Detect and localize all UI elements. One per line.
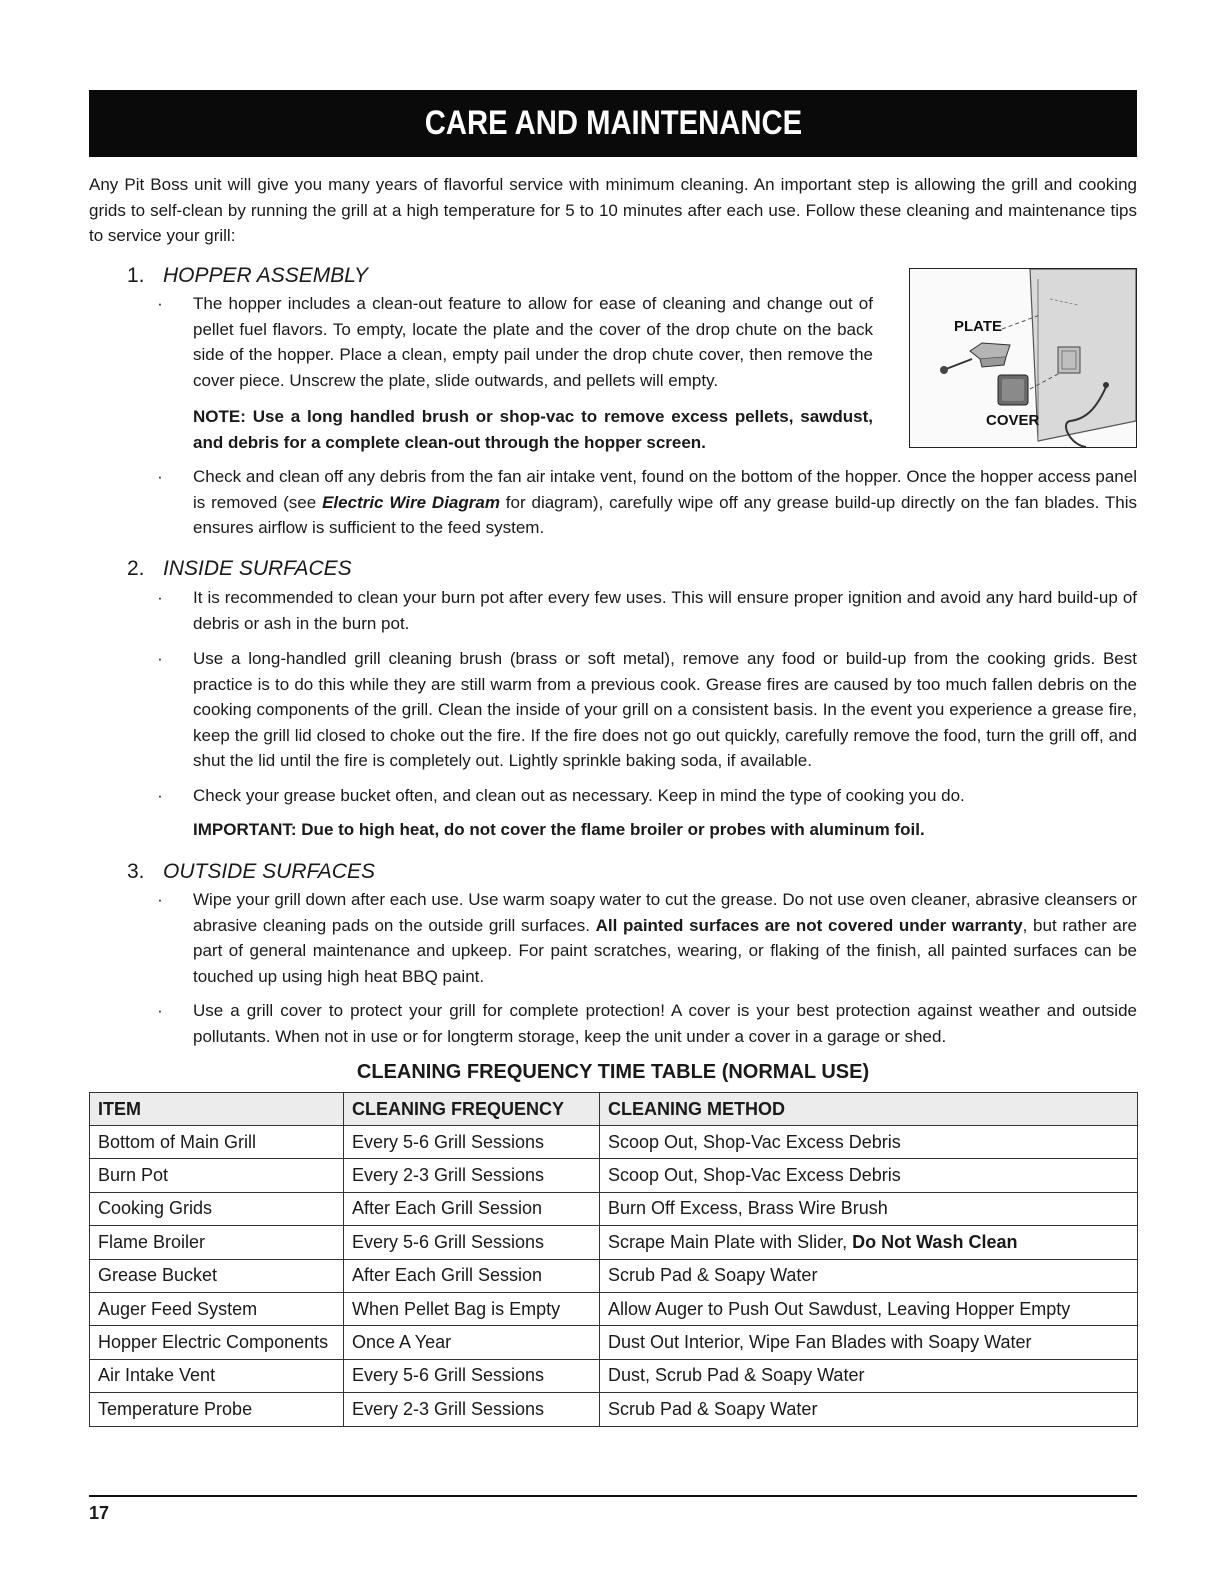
outside-bullet-2	[157, 998, 1137, 1049]
footer-divider	[89, 1495, 1137, 1497]
bullet-text: The hopper includes a clean-out feature to allow for ease of cleaning and change out of pellet fuel flavors. To empty, locate the plate and the cover of the drop chute on the back side of the hopper. Place a clean, empty pail under the drop chute cover, then remove the cover piece. Unscrew the plate, slide outwards, and pellets will empty.	[193, 294, 873, 390]
item-cell: Air Intake Vent	[90, 1359, 344, 1392]
frequency-cell: Every 2-3 Grill Sessions	[344, 1393, 600, 1426]
section-title: HOPPER ASSEMBLY	[163, 264, 369, 287]
section-hopper-assembly	[127, 264, 368, 288]
method-cell: Burn Off Excess, Brass Wire Brush	[600, 1192, 1138, 1225]
header-frequency: CLEANING FREQUENCY	[344, 1093, 600, 1126]
method-cell: Scoop Out, Shop-Vac Excess Debris	[600, 1126, 1138, 1159]
method-cell: Scoop Out, Shop-Vac Excess Debris	[600, 1159, 1138, 1192]
item-cell: Flame Broiler	[90, 1226, 344, 1259]
method-cell: Dust Out Interior, Wipe Fan Blades with Soapy Water	[600, 1326, 1138, 1359]
table-row	[90, 1359, 1138, 1392]
section-number: 2.	[127, 557, 145, 580]
bullet-text-start: Check and clean off any debris from the fan air intake vent, found on the bottom of the hopper. Once the hopper access panel is removed (see	[193, 467, 1137, 512]
frequency-cell: Every 2-3 Grill Sessions	[344, 1159, 600, 1192]
frequency-cell: Every 5-6 Grill Sessions	[344, 1126, 600, 1159]
section-outside-surfaces	[127, 860, 375, 884]
warranty-bold-text: All painted surfaces are not covered under warranty	[595, 915, 1023, 935]
bullet-text-end: for diagram), carefully wipe off any grease build-up directly on the fan blades. This ensures airflow is sufficient to the feed system.	[193, 492, 1137, 537]
table-header-row	[90, 1093, 1138, 1126]
inside-bullet-2	[157, 646, 1137, 774]
item-cell: Auger Feed System	[90, 1292, 344, 1325]
bullet-text: It is recommended to clean your burn pot after every few uses. This will ensure proper ignition and avoid any hard build-up of debris or ash in the burn pot.	[193, 588, 1137, 633]
table-title: CLEANING FREQUENCY TIME TABLE (NORMAL USE)	[356, 1061, 870, 1083]
item-cell: Hopper Electric Components	[90, 1326, 344, 1359]
cover-label: COVER	[986, 412, 1040, 429]
hopper-note: NOTE: Use a long handled brush or shop-vac to remove excess pellets, sawdust, and debris for a complete clean-out through the hopper screen.	[193, 407, 873, 452]
hopper-illustration	[910, 269, 1136, 447]
method-bold-text: Do Not Wash Clean	[852, 1231, 1018, 1252]
inside-bullet-1	[157, 585, 1137, 636]
section-title: OUTSIDE SURFACES	[163, 860, 375, 883]
table-row	[90, 1226, 1138, 1259]
item-cell: Cooking Grids	[90, 1192, 344, 1225]
inside-important-note: IMPORTANT: Due to high heat, do not cover the flame broiler or probes with aluminum foil.	[193, 820, 925, 839]
bullet-dot: ·	[157, 1001, 163, 1020]
bullet-text: Use a grill cover to protect your grill for complete protection! A cover is your best protection against weather and outside pollutants. When not in use or for longterm storage, keep the unit under a cover in a garage or shed.	[193, 1001, 1137, 1046]
bullet-text-start: Wipe your grill down after each use. Use warm soapy water to cut the grease. Do not use oven cleaner, abrasive cleansers or abrasive cleaning pads on the outside grill surfaces.	[193, 890, 1137, 935]
section-number: 3.	[127, 860, 145, 883]
plate-label: PLATE	[954, 318, 1003, 335]
item-cell: Temperature Probe	[90, 1393, 344, 1426]
table-row	[90, 1126, 1138, 1159]
table-row	[90, 1259, 1138, 1292]
intro-paragraph: Any Pit Boss unit will give you many years of flavorful service with minimum cleaning. An important step is allowing the grill and cooking grids to self-clean by running the grill at a high temperature for 5 to 10 minutes after each use. Follow these cleaning and maintenance tips to service your grill:	[89, 175, 1137, 245]
header-item: ITEM	[90, 1093, 344, 1126]
hopper-bullet-2	[157, 464, 1137, 541]
bullet-text: Check your grease bucket often, and clean out as necessary. Keep in mind the type of cooking you do.	[193, 786, 965, 805]
section-title: INSIDE SURFACES	[163, 557, 352, 580]
table-row	[90, 1393, 1138, 1426]
item-cell: Grease Bucket	[90, 1259, 344, 1292]
table-row	[90, 1192, 1138, 1225]
bullet-text: Use a long-handled grill cleaning brush (brass or soft metal), remove any food or build-up from the cooking grids. Best practice is to do this while they are still warm from a previous cook. Grease fires are caused by too much fallen debris on the cooking components of the grill. Clean the inside of your grill on a consistent basis. In the event you experience a grease fire, keep the grill lid closed to choke out the fire. If the fire does not go out quickly, carefully remove the food, turn the grill off, and shut the lid until the fire is completely out. Lightly sprinkle baking soda, if available.	[193, 649, 1137, 770]
method-cell: Allow Auger to Push Out Sawdust, Leaving Hopper Empty	[600, 1292, 1138, 1325]
table-row	[90, 1326, 1138, 1359]
table-row	[90, 1292, 1138, 1325]
frequency-cell: Every 5-6 Grill Sessions	[344, 1359, 600, 1392]
item-cell: Bottom of Main Grill	[90, 1126, 344, 1159]
table-row	[90, 1159, 1138, 1192]
method-cell: Scrub Pad & Soapy Water	[600, 1259, 1138, 1292]
cleaning-frequency-table	[89, 1092, 1138, 1427]
section-inside-surfaces	[127, 557, 352, 581]
header-method: CLEANING METHOD	[600, 1093, 1138, 1126]
bullet-dot: ·	[157, 649, 163, 668]
inside-bullet-3	[157, 783, 1137, 809]
electric-wire-diagram-link[interactable]: Electric Wire Diagram	[322, 492, 500, 512]
frequency-cell: After Each Grill Session	[344, 1259, 600, 1292]
bullet-dot: ·	[157, 588, 163, 607]
bullet-dot: ·	[157, 786, 163, 805]
method-cell	[600, 1226, 1138, 1259]
bullet-dot: ·	[157, 467, 163, 486]
hopper-bullet-1	[157, 291, 873, 393]
outside-bullet-1	[157, 887, 1137, 989]
bullet-text-end: , but rather are part of general maintenance and upkeep. For paint scratches, wearing, or flaking of the finish, all painted surfaces can be touched up using high heat BBQ paint.	[193, 915, 1137, 986]
hopper-clean-out-figure	[909, 268, 1137, 448]
bullet-dot: ·	[157, 890, 163, 909]
method-text: Scrape Main Plate with Slider,	[608, 1231, 853, 1252]
method-cell: Scrub Pad & Soapy Water	[600, 1393, 1138, 1426]
page-title: CARE AND MAINTENANCE	[424, 104, 802, 142]
frequency-cell: Every 5-6 Grill Sessions	[344, 1226, 600, 1259]
page-title-banner	[89, 90, 1137, 157]
bullet-dot: ·	[157, 294, 163, 313]
frequency-cell: Once A Year	[344, 1326, 600, 1359]
frequency-cell: When Pellet Bag is Empty	[344, 1292, 600, 1325]
page-number: 17	[89, 1503, 110, 1523]
item-cell: Burn Pot	[90, 1159, 344, 1192]
frequency-cell: After Each Grill Session	[344, 1192, 600, 1225]
method-cell: Dust, Scrub Pad & Soapy Water	[600, 1359, 1138, 1392]
section-number: 1.	[127, 264, 145, 287]
